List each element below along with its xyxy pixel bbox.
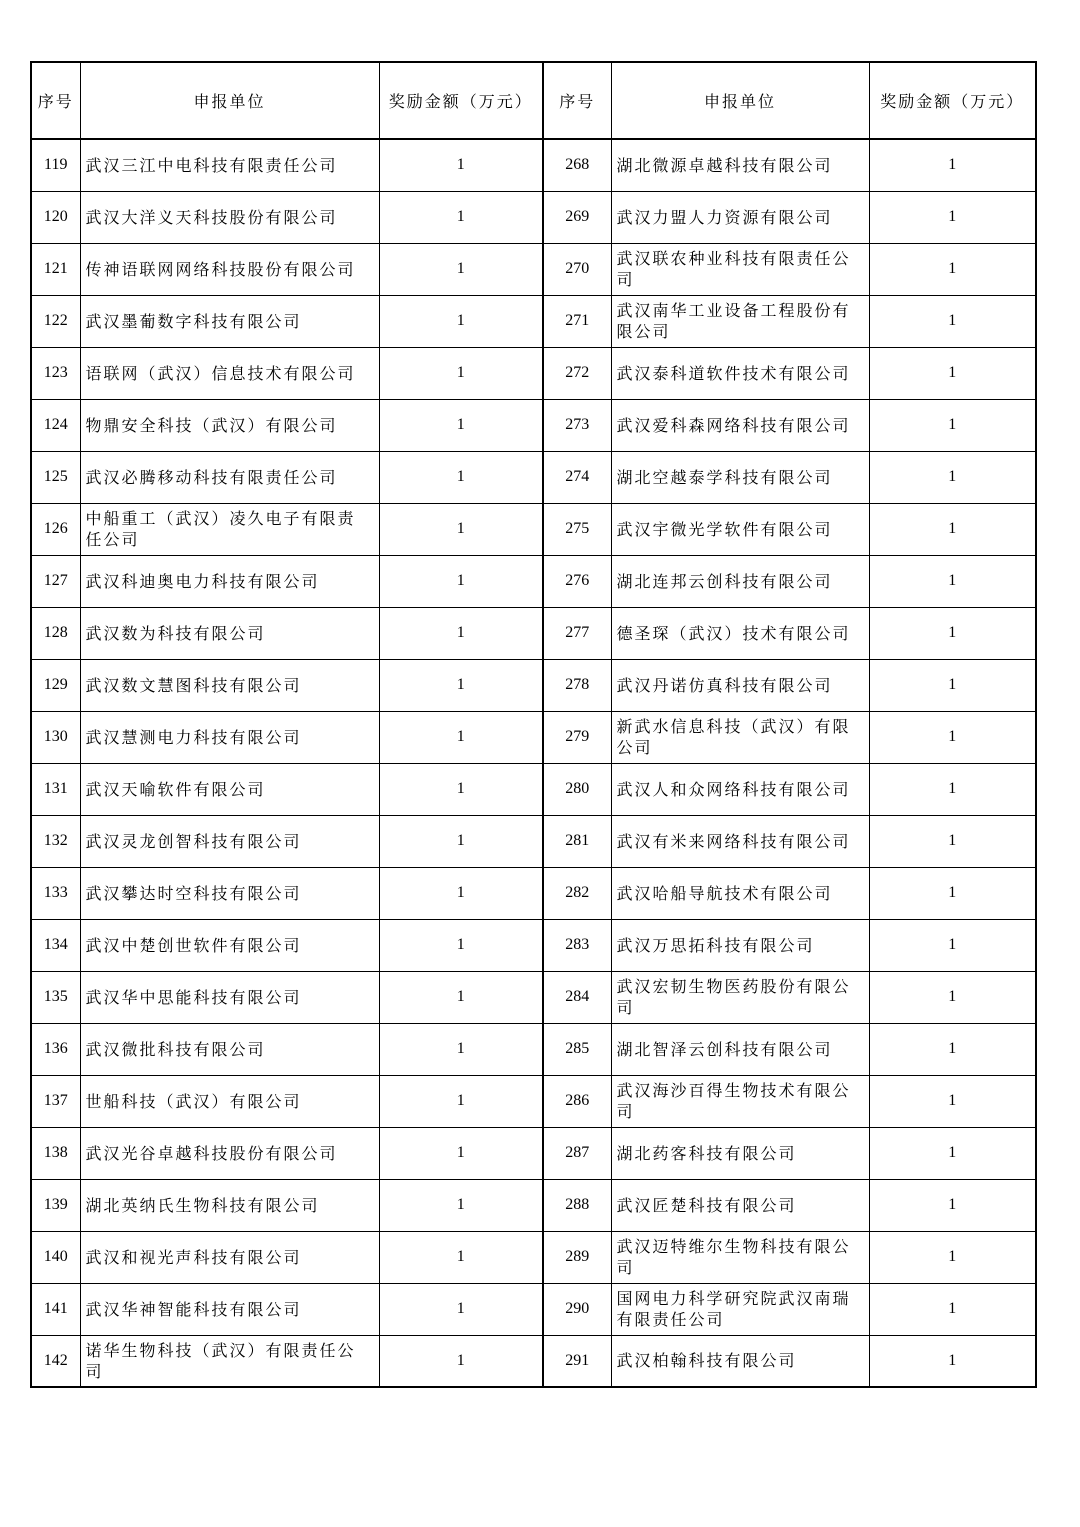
- right-seq-cell: 282: [543, 867, 611, 919]
- left-unit-cell: 武汉华中思能科技有限公司: [80, 971, 379, 1023]
- right-unit-cell: 武汉万思拓科技有限公司: [611, 919, 869, 971]
- right-unit-cell: 德圣琛（武汉）技术有限公司: [611, 607, 869, 659]
- right-amount-cell: 1: [869, 919, 1036, 971]
- table-row: [31, 919, 1036, 971]
- left-amount-cell: 1: [379, 1075, 543, 1127]
- right-seq-cell: 268: [543, 139, 611, 191]
- left-seq-cell: 119: [31, 139, 80, 191]
- table-row: [31, 711, 1036, 763]
- right-amount-cell: 1: [869, 295, 1036, 347]
- left-unit-cell: 物鼎安全科技（武汉）有限公司: [80, 399, 379, 451]
- right-amount-cell: 1: [869, 815, 1036, 867]
- right-unit-cell: 武汉柏翰科技有限公司: [611, 1335, 869, 1387]
- header-amount-right: 奖励金额（万元）: [869, 62, 1036, 139]
- left-amount-cell: 1: [379, 1231, 543, 1283]
- right-seq-cell: 284: [543, 971, 611, 1023]
- right-unit-cell: 武汉迈特维尔生物科技有限公司: [611, 1231, 869, 1283]
- table-body: [31, 139, 1036, 1387]
- right-seq-cell: 271: [543, 295, 611, 347]
- right-amount-cell: 1: [869, 867, 1036, 919]
- left-amount-cell: 1: [379, 399, 543, 451]
- left-unit-cell: 武汉数文慧图科技有限公司: [80, 659, 379, 711]
- right-amount-cell: 1: [869, 1179, 1036, 1231]
- left-unit-cell: 武汉慧测电力科技有限公司: [80, 711, 379, 763]
- right-amount-cell: 1: [869, 347, 1036, 399]
- table-row: [31, 607, 1036, 659]
- right-unit-cell: 武汉联农种业科技有限责任公司: [611, 243, 869, 295]
- left-amount-cell: 1: [379, 451, 543, 503]
- header-amount-left: 奖励金额（万元）: [379, 62, 543, 139]
- left-seq-cell: 142: [31, 1335, 80, 1387]
- table-row: [31, 867, 1036, 919]
- table-row: [31, 1231, 1036, 1283]
- right-unit-cell: 武汉宏韧生物医药股份有限公司: [611, 971, 869, 1023]
- header-seq-left: 序号: [31, 62, 80, 139]
- left-amount-cell: 1: [379, 555, 543, 607]
- left-amount-cell: 1: [379, 659, 543, 711]
- right-amount-cell: 1: [869, 659, 1036, 711]
- table-row: [31, 815, 1036, 867]
- left-amount-cell: 1: [379, 867, 543, 919]
- award-table: [30, 61, 1037, 1388]
- left-amount-cell: 1: [379, 1023, 543, 1075]
- left-amount-cell: 1: [379, 1335, 543, 1387]
- right-seq-cell: 269: [543, 191, 611, 243]
- right-amount-cell: 1: [869, 1231, 1036, 1283]
- left-unit-cell: 武汉光谷卓越科技股份有限公司: [80, 1127, 379, 1179]
- right-amount-cell: 1: [869, 1127, 1036, 1179]
- right-seq-cell: 277: [543, 607, 611, 659]
- right-seq-cell: 275: [543, 503, 611, 555]
- left-unit-cell: 武汉天喻软件有限公司: [80, 763, 379, 815]
- right-unit-cell: 湖北药客科技有限公司: [611, 1127, 869, 1179]
- left-unit-cell: 武汉微批科技有限公司: [80, 1023, 379, 1075]
- right-seq-cell: 278: [543, 659, 611, 711]
- right-unit-cell: 武汉南华工业设备工程股份有限公司: [611, 295, 869, 347]
- left-unit-cell: 武汉三江中电科技有限责任公司: [80, 139, 379, 191]
- right-unit-cell: 武汉匠楚科技有限公司: [611, 1179, 869, 1231]
- left-amount-cell: 1: [379, 139, 543, 191]
- right-seq-cell: 272: [543, 347, 611, 399]
- left-unit-cell: 武汉大洋义天科技股份有限公司: [80, 191, 379, 243]
- right-seq-cell: 280: [543, 763, 611, 815]
- left-seq-cell: 121: [31, 243, 80, 295]
- right-seq-cell: 281: [543, 815, 611, 867]
- right-amount-cell: 1: [869, 191, 1036, 243]
- table-row: [31, 659, 1036, 711]
- table-row: [31, 191, 1036, 243]
- left-seq-cell: 132: [31, 815, 80, 867]
- left-amount-cell: 1: [379, 347, 543, 399]
- right-seq-cell: 286: [543, 1075, 611, 1127]
- table-row: [31, 1127, 1036, 1179]
- table-row: [31, 1283, 1036, 1335]
- right-amount-cell: 1: [869, 1283, 1036, 1335]
- left-unit-cell: 武汉华神智能科技有限公司: [80, 1283, 379, 1335]
- right-amount-cell: 1: [869, 1075, 1036, 1127]
- table-row: [31, 503, 1036, 555]
- right-unit-cell: 武汉人和众网络科技有限公司: [611, 763, 869, 815]
- right-amount-cell: 1: [869, 139, 1036, 191]
- left-amount-cell: 1: [379, 1179, 543, 1231]
- left-unit-cell: 世船科技（武汉）有限公司: [80, 1075, 379, 1127]
- left-amount-cell: 1: [379, 711, 543, 763]
- left-amount-cell: 1: [379, 503, 543, 555]
- table-row: [31, 243, 1036, 295]
- header-seq-right: 序号: [543, 62, 611, 139]
- table-row: [31, 451, 1036, 503]
- left-seq-cell: 131: [31, 763, 80, 815]
- right-seq-cell: 279: [543, 711, 611, 763]
- right-seq-cell: 287: [543, 1127, 611, 1179]
- right-amount-cell: 1: [869, 607, 1036, 659]
- left-unit-cell: 武汉和视光声科技有限公司: [80, 1231, 379, 1283]
- left-unit-cell: 武汉灵龙创智科技有限公司: [80, 815, 379, 867]
- left-unit-cell: 武汉中楚创世软件有限公司: [80, 919, 379, 971]
- right-amount-cell: 1: [869, 555, 1036, 607]
- right-amount-cell: 1: [869, 451, 1036, 503]
- table-row: [31, 971, 1036, 1023]
- right-seq-cell: 291: [543, 1335, 611, 1387]
- left-amount-cell: 1: [379, 971, 543, 1023]
- left-seq-cell: 135: [31, 971, 80, 1023]
- left-seq-cell: 130: [31, 711, 80, 763]
- left-seq-cell: 139: [31, 1179, 80, 1231]
- right-unit-cell: 武汉爱科森网络科技有限公司: [611, 399, 869, 451]
- right-unit-cell: 武汉海沙百得生物技术有限公司: [611, 1075, 869, 1127]
- right-unit-cell: 武汉泰科道软件技术有限公司: [611, 347, 869, 399]
- left-seq-cell: 137: [31, 1075, 80, 1127]
- left-unit-cell: 语联网（武汉）信息技术有限公司: [80, 347, 379, 399]
- table-row: [31, 555, 1036, 607]
- right-unit-cell: 国网电力科学研究院武汉南瑞有限责任公司: [611, 1283, 869, 1335]
- right-amount-cell: 1: [869, 711, 1036, 763]
- table-row: [31, 763, 1036, 815]
- left-amount-cell: 1: [379, 295, 543, 347]
- left-seq-cell: 125: [31, 451, 80, 503]
- right-seq-cell: 273: [543, 399, 611, 451]
- right-amount-cell: 1: [869, 243, 1036, 295]
- table-row: [31, 1179, 1036, 1231]
- left-unit-cell: 诺华生物科技（武汉）有限责任公司: [80, 1335, 379, 1387]
- left-seq-cell: 133: [31, 867, 80, 919]
- left-amount-cell: 1: [379, 919, 543, 971]
- right-seq-cell: 270: [543, 243, 611, 295]
- right-amount-cell: 1: [869, 763, 1036, 815]
- right-amount-cell: 1: [869, 399, 1036, 451]
- left-amount-cell: 1: [379, 1283, 543, 1335]
- left-seq-cell: 141: [31, 1283, 80, 1335]
- left-amount-cell: 1: [379, 763, 543, 815]
- right-amount-cell: 1: [869, 971, 1036, 1023]
- left-seq-cell: 134: [31, 919, 80, 971]
- table-row: [31, 1075, 1036, 1127]
- table-row: [31, 139, 1036, 191]
- right-amount-cell: 1: [869, 503, 1036, 555]
- left-seq-cell: 124: [31, 399, 80, 451]
- left-unit-cell: 湖北英纳氏生物科技有限公司: [80, 1179, 379, 1231]
- right-seq-cell: 283: [543, 919, 611, 971]
- left-unit-cell: 武汉科迪奥电力科技有限公司: [80, 555, 379, 607]
- right-unit-cell: 武汉丹诺仿真科技有限公司: [611, 659, 869, 711]
- table-row: [31, 399, 1036, 451]
- left-unit-cell: 武汉墨葡数字科技有限公司: [80, 295, 379, 347]
- left-unit-cell: 武汉必腾移动科技有限责任公司: [80, 451, 379, 503]
- table-row: [31, 347, 1036, 399]
- header-unit-right: 申报单位: [611, 62, 869, 139]
- right-unit-cell: 武汉哈船导航技术有限公司: [611, 867, 869, 919]
- right-seq-cell: 289: [543, 1231, 611, 1283]
- right-unit-cell: 湖北智泽云创科技有限公司: [611, 1023, 869, 1075]
- right-unit-cell: 湖北微源卓越科技有限公司: [611, 139, 869, 191]
- left-seq-cell: 122: [31, 295, 80, 347]
- table-row: [31, 1335, 1036, 1387]
- right-unit-cell: 新武水信息科技（武汉）有限公司: [611, 711, 869, 763]
- left-unit-cell: 武汉攀达时空科技有限公司: [80, 867, 379, 919]
- left-amount-cell: 1: [379, 191, 543, 243]
- left-seq-cell: 129: [31, 659, 80, 711]
- table-row: [31, 1023, 1036, 1075]
- left-unit-cell: 中船重工（武汉）凌久电子有限责任公司: [80, 503, 379, 555]
- left-seq-cell: 120: [31, 191, 80, 243]
- right-seq-cell: 290: [543, 1283, 611, 1335]
- left-seq-cell: 126: [31, 503, 80, 555]
- right-unit-cell: 武汉有米来网络科技有限公司: [611, 815, 869, 867]
- right-seq-cell: 274: [543, 451, 611, 503]
- header-row: [31, 62, 1036, 139]
- left-seq-cell: 138: [31, 1127, 80, 1179]
- table-row: [31, 295, 1036, 347]
- right-seq-cell: 276: [543, 555, 611, 607]
- right-unit-cell: 湖北空越泰学科技有限公司: [611, 451, 869, 503]
- header-unit-left: 申报单位: [80, 62, 379, 139]
- right-unit-cell: 湖北连邦云创科技有限公司: [611, 555, 869, 607]
- left-seq-cell: 127: [31, 555, 80, 607]
- left-seq-cell: 136: [31, 1023, 80, 1075]
- left-amount-cell: 1: [379, 1127, 543, 1179]
- right-seq-cell: 288: [543, 1179, 611, 1231]
- left-amount-cell: 1: [379, 607, 543, 659]
- left-amount-cell: 1: [379, 815, 543, 867]
- left-amount-cell: 1: [379, 243, 543, 295]
- right-seq-cell: 285: [543, 1023, 611, 1075]
- right-amount-cell: 1: [869, 1023, 1036, 1075]
- left-seq-cell: 123: [31, 347, 80, 399]
- left-seq-cell: 128: [31, 607, 80, 659]
- right-unit-cell: 武汉力盟人力资源有限公司: [611, 191, 869, 243]
- left-unit-cell: 传神语联网网络科技股份有限公司: [80, 243, 379, 295]
- left-unit-cell: 武汉数为科技有限公司: [80, 607, 379, 659]
- left-seq-cell: 140: [31, 1231, 80, 1283]
- right-amount-cell: 1: [869, 1335, 1036, 1387]
- right-unit-cell: 武汉宇微光学软件有限公司: [611, 503, 869, 555]
